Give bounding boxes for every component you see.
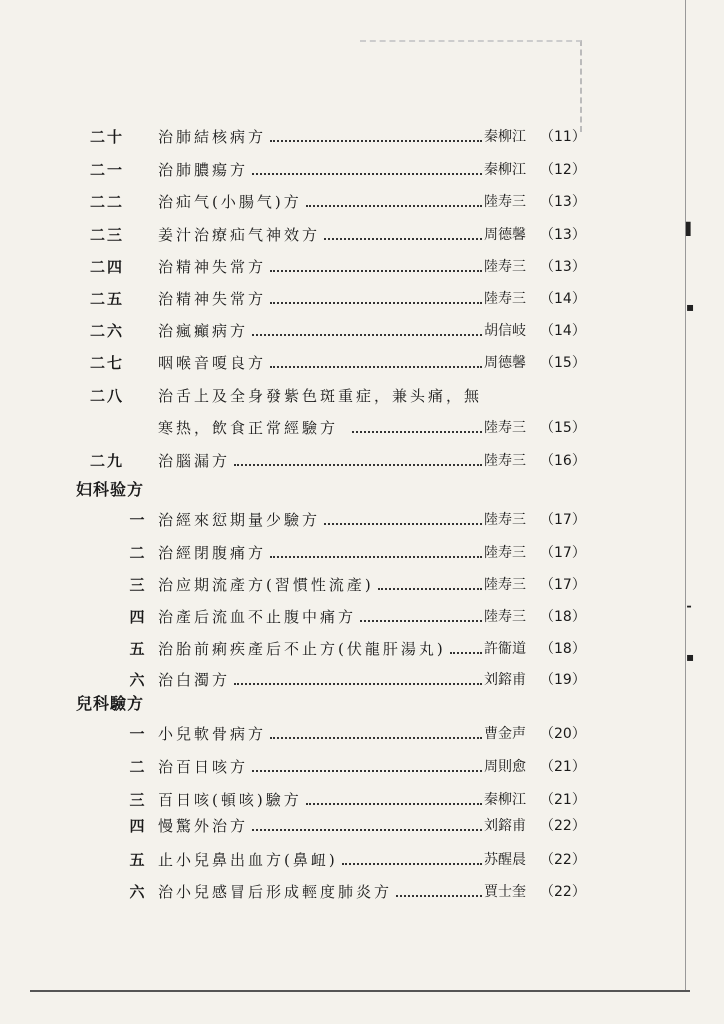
- entry-page: （14）: [540, 291, 586, 307]
- entry-title: 治產后流血不止腹中痛方: [158, 608, 357, 626]
- toc-entry: [0, 753, 724, 781]
- entry-number: 六: [129, 883, 147, 901]
- page-edge-bottom: [30, 990, 690, 992]
- entry-number: 二六: [90, 322, 125, 340]
- entry-author: 周德馨: [484, 355, 526, 371]
- entry-author: 周德馨: [484, 227, 526, 243]
- dot-leader: [324, 238, 482, 240]
- toc-entry: [0, 720, 724, 748]
- entry-author: 曹金声: [484, 726, 526, 742]
- entry-title: 治精神失常方: [158, 258, 267, 276]
- entry-title: 咽喉音嗄良方: [158, 354, 267, 372]
- entry-title: 治应期流產方(習慣性流產): [158, 576, 374, 594]
- entry-number: 二八: [90, 387, 125, 405]
- entry-page: （22）: [540, 852, 586, 868]
- toc-entry: [0, 253, 724, 281]
- entry-title: 百日咳(頓咳)驗方: [158, 791, 302, 809]
- entry-title: 治胎前痢疾產后不止方(伏龍肝湯丸): [158, 640, 446, 658]
- margin-ink-mark: ▪: [686, 650, 695, 664]
- dot-leader: [324, 523, 482, 525]
- entry-number: 二五: [90, 290, 125, 308]
- entry-number: 二: [129, 758, 147, 776]
- entry-author: 陸寿三: [484, 420, 526, 436]
- dot-leader: [234, 464, 482, 466]
- toc-entry: [0, 539, 724, 567]
- entry-page: （12）: [540, 162, 586, 178]
- entry-number: 五: [129, 640, 147, 658]
- dot-leader: [270, 270, 482, 272]
- toc-entry: [0, 123, 724, 151]
- entry-number: 二一: [90, 161, 125, 179]
- entry-number: 二十: [90, 128, 125, 146]
- entry-author: 胡信岐: [484, 323, 526, 339]
- dot-leader: [252, 334, 482, 336]
- toc-entry-28: [0, 382, 724, 410]
- section-heading-gynecology: 妇科验方: [76, 480, 145, 499]
- entry-title-line1: 治舌上及全身發紫色斑重症，兼头痛，無: [158, 387, 483, 405]
- entry-title: 治肺膿瘍方: [158, 161, 249, 179]
- entry-title: 治經來愆期量少驗方: [158, 511, 321, 529]
- entry-author: 陸寿三: [484, 577, 526, 593]
- entry-number: 二七: [90, 354, 125, 372]
- entry-page: （21）: [540, 792, 586, 808]
- entry-author: 陸寿三: [484, 453, 526, 469]
- entry-author: 陸寿三: [484, 512, 526, 528]
- margin-ink-mark: ⁃: [686, 600, 692, 614]
- toc-entry: [0, 317, 724, 345]
- entry-number: 二九: [90, 452, 125, 470]
- toc-entry: [0, 188, 724, 216]
- entry-number: 五: [129, 851, 147, 869]
- dot-leader: [252, 173, 482, 175]
- dot-leader: [342, 863, 482, 865]
- entry-author: 陸寿三: [484, 291, 526, 307]
- dot-leader: [270, 556, 482, 558]
- dot-leader: [270, 302, 482, 304]
- dot-leader: [252, 829, 482, 831]
- entry-author: 苏醒晨: [484, 852, 526, 868]
- entry-page: （13）: [540, 227, 586, 243]
- entry-author: 陸寿三: [484, 609, 526, 625]
- entry-number: 二二: [90, 193, 125, 211]
- entry-title: 治腦漏方: [158, 452, 231, 470]
- entry-number: 二: [129, 544, 147, 562]
- entry-page: （19）: [540, 672, 586, 688]
- entry-title: 治瘋癲病方: [158, 322, 249, 340]
- dot-leader: [270, 737, 482, 739]
- section-heading-pediatrics: 兒科驗方: [76, 694, 145, 713]
- entry-title: 治經閉腹痛方: [158, 544, 267, 562]
- toc-entry: [0, 786, 724, 814]
- entry-page: （15）: [540, 420, 586, 436]
- dot-leader: [352, 431, 482, 433]
- entry-title: 治白濁方: [158, 671, 231, 689]
- toc-entry: [0, 221, 724, 249]
- entry-author: 許衞道: [484, 641, 526, 657]
- entry-page: （22）: [540, 818, 586, 834]
- toc-entry: [0, 349, 724, 377]
- toc-entry: [0, 156, 724, 184]
- dot-leader: [360, 620, 482, 622]
- margin-ink-mark: ▌: [686, 222, 696, 236]
- entry-page: （17）: [540, 545, 586, 561]
- entry-title: 治百日咳方: [158, 758, 249, 776]
- entry-author: 秦柳江: [484, 162, 526, 178]
- dot-leader: [270, 366, 482, 368]
- entry-author: 陸寿三: [484, 194, 526, 210]
- entry-title: 姜汁治療疝气神效方: [158, 226, 321, 244]
- entry-number: 六: [129, 671, 147, 689]
- toc-entry: [0, 506, 724, 534]
- entry-title: 止小兒鼻出血方(鼻衄): [158, 851, 338, 869]
- entry-title: 治疝气(小腸气)方: [158, 193, 302, 211]
- entry-author: 陸寿三: [484, 545, 526, 561]
- dot-leader: [378, 588, 482, 590]
- toc-entry: [0, 603, 724, 631]
- entry-title-line2: 寒热，飲食正常經驗方: [158, 419, 339, 437]
- entry-title: 治肺結核病方: [158, 128, 267, 146]
- entry-author: 秦柳江: [484, 129, 526, 145]
- entry-number: 四: [129, 608, 147, 626]
- entry-author: 秦柳江: [484, 792, 526, 808]
- entry-page: （11）: [540, 129, 586, 145]
- toc-entry: [0, 878, 724, 906]
- toc-entry: [0, 846, 724, 874]
- entry-page: （13）: [540, 259, 586, 275]
- entry-page: （20）: [540, 726, 586, 742]
- dot-leader: [306, 803, 482, 805]
- entry-title: 慢驚外治方: [158, 817, 249, 835]
- entry-number: 一: [129, 511, 147, 529]
- toc-entry-28-cont: [0, 414, 724, 442]
- entry-number: 三: [129, 576, 147, 594]
- entry-author: 刘鎔甫: [484, 672, 526, 688]
- entry-title: 小兒軟骨病方: [158, 725, 267, 743]
- entry-number: 三: [129, 791, 147, 809]
- entry-author: 賈士奎: [484, 884, 526, 900]
- entry-page: （14）: [540, 323, 586, 339]
- entry-page: （22）: [540, 884, 586, 900]
- dot-leader: [396, 895, 482, 897]
- entry-number: 一: [129, 725, 147, 743]
- toc-entry-29: [0, 447, 724, 475]
- toc-entry: [0, 285, 724, 313]
- entry-page: （16）: [540, 453, 586, 469]
- entry-page: （18）: [540, 641, 586, 657]
- faded-stamp-mark: [360, 40, 582, 132]
- entry-number: 二四: [90, 258, 125, 276]
- toc-entry: [0, 635, 724, 663]
- toc-entry: [0, 571, 724, 599]
- entry-page: （15）: [540, 355, 586, 371]
- entry-author: 刘鎔甫: [484, 818, 526, 834]
- entry-author: 陸寿三: [484, 259, 526, 275]
- entry-page: （17）: [540, 577, 586, 593]
- dot-leader: [234, 683, 482, 685]
- entry-page: （13）: [540, 194, 586, 210]
- entry-title: 治小兒感冒后形成輕度肺炎方: [158, 883, 393, 901]
- dot-leader: [306, 205, 482, 207]
- entry-author: 周則愈: [484, 759, 526, 775]
- toc-entry: [0, 812, 724, 840]
- entry-number: 四: [129, 817, 147, 835]
- dot-leader: [252, 770, 482, 772]
- entry-page: （17）: [540, 512, 586, 528]
- entry-number: 二三: [90, 226, 125, 244]
- margin-ink-mark: ▪: [686, 300, 695, 314]
- dot-leader: [270, 140, 482, 142]
- entry-title: 治精神失常方: [158, 290, 267, 308]
- entry-page: （21）: [540, 759, 586, 775]
- entry-page: （18）: [540, 609, 586, 625]
- dot-leader: [450, 652, 482, 654]
